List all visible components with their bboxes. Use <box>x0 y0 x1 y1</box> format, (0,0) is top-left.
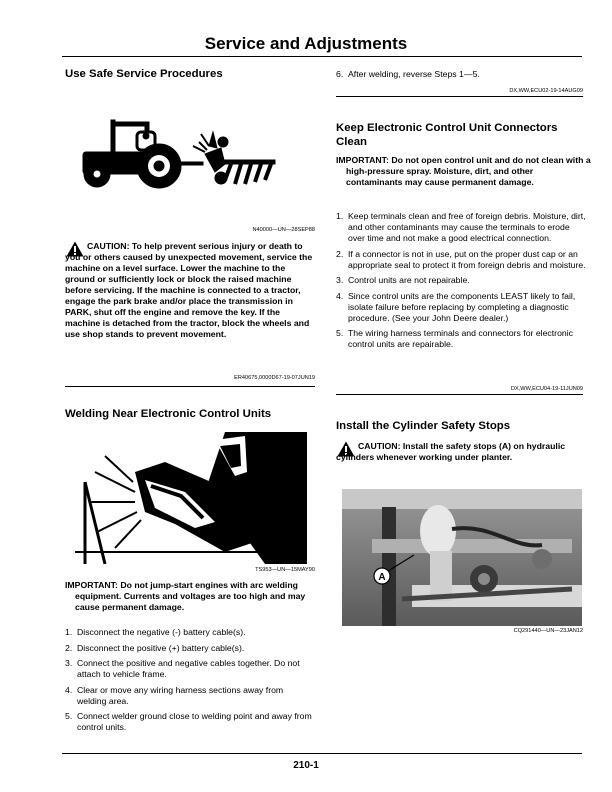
safe-service-doc-ref: ER40675,0000D67-19-07JUN19 <box>234 375 315 381</box>
welding-steps-continued <box>336 69 586 85</box>
safety-stops-heading: Install the Cylinder Safety Stops <box>336 420 511 432</box>
list-item: 5. The wiring harness terminals and connectors for electronic control units are repairable. <box>336 328 574 349</box>
connectors-heading <box>336 121 586 149</box>
welding-image-ref: TS953—UN—15MAY90 <box>255 567 315 573</box>
welding-heading: Welding Near Electronic Control Units <box>65 408 272 420</box>
list-item: 1. Disconnect the negative (-) battery cable(s). <box>65 627 246 637</box>
safety-stops-image-ref: CQ291440—UN—23JAN12 <box>513 628 583 634</box>
footer-rule <box>62 753 582 754</box>
safety-stops-caution: CAUTION: Install the safety stops (A) on hydraulic cylinders whenever working under planter. <box>336 441 566 462</box>
safe-service-heading: Use Safe Service Procedures <box>65 68 223 80</box>
connectors-doc-ref: DX,WW,ECU04-19-11JUN09 <box>510 386 583 392</box>
connectors-steps <box>336 211 586 355</box>
section-rule <box>336 96 583 97</box>
welder-illustration <box>75 432 307 564</box>
list-item: 5. Connect welder ground close to welding point and away from control units. <box>65 711 312 732</box>
list-item: 4. Since control units are the components LEAST likely to fail, isolate failure before replacing by completing a diagnostic procedure. (See your John Deere dealer.) <box>336 290 576 323</box>
list-item: 1. Keep terminals clean and free of foreign debris. Moisture, dirt, and other contaminants may cause the terminals to erode over time and not make a good electrical connection. <box>336 211 586 243</box>
section-rule <box>336 394 583 395</box>
list-item: 3. Control units are not repairable. <box>336 275 470 285</box>
list-item: 2. Disconnect the positive (+) battery cable(s). <box>65 642 245 653</box>
list-item: 2. If a connector is not in use, put on the proper dust cap or an appropriate seal to protect it from foreign debris and moisture. <box>336 248 586 270</box>
list-item: 4. Clear or move any wiring harness sections away from welding area. <box>65 684 284 706</box>
callout-a-label: A <box>378 572 386 583</box>
safe-service-image-ref: N40000—UN—28SEP88 <box>252 227 315 233</box>
page-title: Service and Adjustments <box>204 34 408 53</box>
connectors-heading-line1: Keep Electronic Control Unit Connectors <box>336 122 558 134</box>
welding-steps <box>65 627 315 738</box>
tractor-illustration <box>75 112 285 202</box>
page-number: 210-1 <box>293 760 319 771</box>
welding-doc-ref: DX,WW,ECU02-19-14AUG09 <box>509 88 583 94</box>
connectors-important: IMPORTANT: Do not open control unit and do not clean with a high-pressure spray. Moisture, dirt, and other contaminants may cause permanent damage. <box>336 155 591 187</box>
cylinder-photo <box>342 489 582 626</box>
title-rule <box>62 56 582 57</box>
list-item: 6. After welding, reverse Steps 1—5. <box>336 69 480 79</box>
section-rule <box>65 386 315 387</box>
connectors-heading-line2: Clean <box>336 136 368 148</box>
safe-service-caution: CAUTION: To help prevent serious injury or death to you or others caused by unexpected movement, service the machine on a level surface. Lower the machine to the ground or sufficiently lock or block the raised machine before servicing. If the machine is connected to a tractor, engage the park brake and/or place the transmission in PARK, shut off the engine and remove the key. If the machine is detached from the tractor, block the wheels and use shop stands to prevent movement. <box>65 241 313 339</box>
welding-important: IMPORTANT: Do not jump-start engines with arc welding equipment. Currents and voltages are too high and may cause permanent damage. <box>65 580 306 612</box>
list-item: 3. Connect the positive and negative cables together. Do not attach to vehicle frame. <box>65 658 300 679</box>
